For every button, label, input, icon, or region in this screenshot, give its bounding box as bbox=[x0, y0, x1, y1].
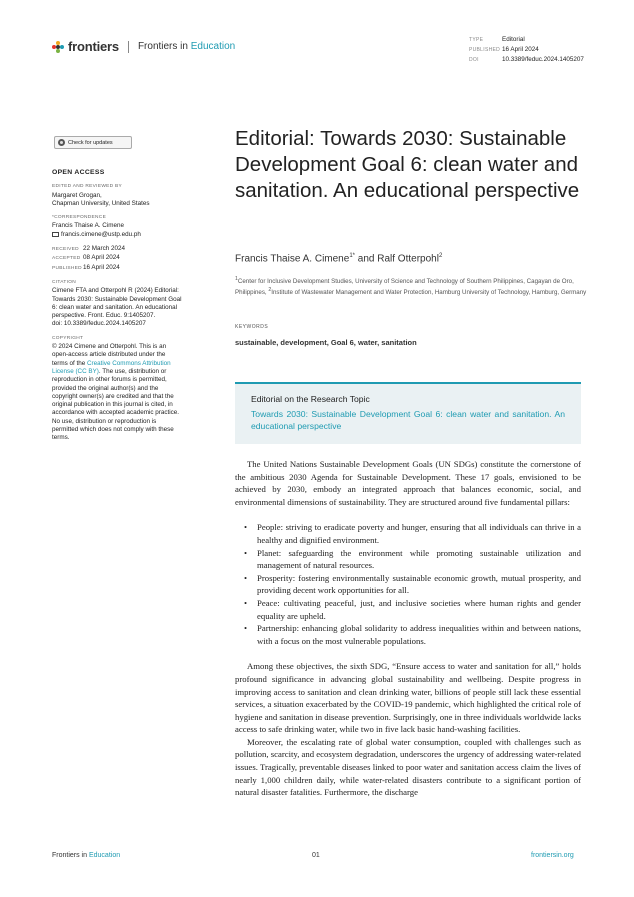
copyright-line: accordance with accepted academic practice. bbox=[52, 409, 180, 417]
list-item: • Peace: cultivating peaceful, just, and inclusive societies where human rights and gender equality are upheld. bbox=[257, 597, 581, 622]
body-paragraph: Among these objectives, the sixth SDG, “Ensure access to water and sanitation for all,” holds profound significance in advancing global sustainability and wellbeing. Despite progress in improving access to sanitation and clean drinking water, billions of people still lack these essential services, a situation exacerbated by the COVID-19 pandemic, which highlighted the critical role of hygiene and sanitation in disease prevention. Surprisingly, one in three individuals worldwide lacks access to safe drinking water, while two in five lack basic hand-washing facilities. bbox=[235, 661, 581, 735]
editor-name: Margaret Grogan, bbox=[52, 191, 102, 199]
license-link-cont[interactable]: License (CC BY) bbox=[52, 367, 99, 375]
correspondence-label: *CORRESPONDENCE bbox=[52, 215, 107, 221]
correspondence-email-row[interactable] bbox=[52, 231, 212, 239]
article-title: Editorial: Towards 2030: Sustainable Development Goal 6: clean water and sanitation. An educational perspective bbox=[235, 127, 580, 202]
sidebar-info bbox=[52, 169, 212, 443]
copyright-line: copyright owner(s) are credited and that the bbox=[52, 392, 174, 400]
page-number: 01 bbox=[312, 852, 320, 859]
meta-type-row: TYPE Editorial bbox=[469, 36, 525, 43]
received-row: RECEIVED 22 March 2024 bbox=[52, 245, 126, 253]
citation-line: doi: 10.3389/feduc.2024.1405207 bbox=[52, 320, 146, 328]
research-topic-box bbox=[235, 382, 581, 444]
copyright-line: provided the original author(s) and the bbox=[52, 384, 159, 392]
frontiers-logo[interactable] bbox=[52, 39, 235, 54]
copyright-line: terms of the Creative Commons Attribution bbox=[52, 359, 171, 367]
journal-prefix: Frontiers in bbox=[137, 41, 188, 52]
list-item: • Partnership: enhancing global solidarity to address inequalities within and between nations, with a focus on the most vulnerable populations. bbox=[257, 622, 581, 647]
meta-published-row: PUBLISHED 16 April 2024 bbox=[469, 46, 539, 53]
published-row: PUBLISHED16 April 2024 bbox=[52, 263, 120, 271]
list-item: • People: striving to eradicate poverty and hunger, ensuring that all individuals can thrive in a healthy and dignified environment. bbox=[257, 521, 581, 546]
affiliations: $^1$Center for Inclusive Development Studies, University of Science and Technology of Southern Philippines, Cagayan de Oro, Philippines, $^2$Institute of Wastewater Management and Water Protection, Hamburg University of Technology, Hamburg, Germany bbox=[235, 276, 587, 297]
editor-affiliation: Chapman University, United States bbox=[52, 199, 150, 207]
copyright-line: open-access article distributed under the bbox=[52, 351, 166, 359]
open-access-label: OPEN ACCESS bbox=[52, 169, 105, 176]
list-item: • Prosperity: fostering environmentally sustainable economic growth, mutual prosperity, and providing decent work opportunities for all. bbox=[257, 572, 581, 597]
citation-label: CITATION bbox=[52, 279, 77, 285]
citation-line: perspective. Front. Educ. 9:1405207. bbox=[52, 312, 156, 320]
copyright-line: License (CC BY). The use, distribution or bbox=[52, 367, 167, 375]
keywords: sustainable, development, Goal 6, water, sanitation bbox=[235, 338, 417, 347]
affiliation-1: Center for Inclusive Development Studies, University of Science and Technology of Southern Philippines, Cagayan de Oro, Philippines, bbox=[235, 278, 574, 297]
author-1[interactable]: Francis Thaise A. Cimene bbox=[235, 253, 350, 265]
frontiers-logo-icon bbox=[52, 41, 64, 53]
copyright-line: permitted which does not comply with these bbox=[52, 426, 174, 434]
body-paragraph: The United Nations Sustainable Development Goals (UN SDGs) constitute the cornerstone of the ambitious 2030 Agenda for Sustainable Development. These 17 goals, envisioned to be achieved by 2030, embody an integrated approach that balances economic, social, and environmental dimensions of sustainability. They are structured around five fundamental pillars: bbox=[235, 459, 581, 507]
logo-divider bbox=[128, 41, 129, 53]
citation-line: 6: clean water and sanitation. An educational bbox=[52, 303, 177, 311]
research-topic-heading: Editorial on the Research Topic bbox=[251, 394, 370, 404]
logo-text: frontiers bbox=[68, 39, 119, 54]
copyright-line: terms. bbox=[52, 434, 70, 442]
copyright-label: COPYRIGHT bbox=[52, 335, 84, 341]
license-link[interactable]: Creative Commons Attribution bbox=[87, 359, 171, 367]
journal-name bbox=[138, 41, 235, 52]
journal-title: Education bbox=[190, 41, 236, 52]
article-meta bbox=[469, 35, 584, 65]
meta-doi-row: DOI 10.3389/feduc.2024.1405207 bbox=[469, 56, 584, 63]
copyright-line: reproduction in other forums is permitted, bbox=[52, 376, 167, 384]
footer-site-link[interactable]: frontiersin.org bbox=[531, 852, 574, 859]
check-for-updates-button[interactable]: Check for updates bbox=[54, 136, 132, 149]
copyright-line: © 2024 Cimene and Otterpohl. This is an bbox=[52, 343, 167, 351]
footer-journal: Frontiers in Education bbox=[52, 852, 121, 859]
author-2[interactable]: Ralf Otterpohl bbox=[377, 253, 439, 265]
copyright-line: No use, distribution or reproduction is bbox=[52, 417, 157, 425]
keywords-label: KEYWORDS bbox=[235, 324, 269, 330]
mail-icon bbox=[52, 232, 59, 237]
updates-icon bbox=[58, 139, 65, 146]
citation-line: Cimene FTA and Otterpohl R (2024) Editorial: bbox=[52, 287, 179, 295]
article-body bbox=[235, 458, 581, 799]
correspondence-email[interactable]: francis.cimene@ustp.edu.ph bbox=[61, 230, 141, 238]
research-topic-link[interactable]: Towards 2030: Sustainable Development Goal 6: clean water and sanitation. An educational perspective bbox=[251, 409, 565, 431]
citation-line: Towards 2030: Sustainable Development Goal bbox=[52, 295, 182, 303]
edited-label: EDITED AND REVIEWED BY bbox=[52, 184, 123, 190]
pillars-list bbox=[235, 521, 581, 647]
affiliation-2: Institute of Wastewater Management and Water Protection, Hamburg University of Technology, Hamburg, Germany bbox=[271, 289, 587, 297]
correspondence-name: Francis Thaise A. Cimene bbox=[52, 222, 124, 230]
accepted-row: ACCEPTED 08 April 2024 bbox=[52, 254, 120, 262]
authors: Francis Thaise A. Cimene$^{1*}$ and Ralf Otterpohl$^2$ bbox=[235, 253, 443, 265]
body-paragraph: Moreover, the escalating rate of global water consumption, coupled with challenges such as pollution, scarcity, and ecosystem degradation, underscores the urgency of addressing water-related issues. Tragically, preventable diseases linked to poor water and sanitation access claim the lives of nearly 1,000 children daily, while water-related disasters contribute to a significant portion of natural disaster fatalities. Furthermore, the discharge bbox=[235, 736, 581, 798]
copyright-line: original publication in this journal is cited, in bbox=[52, 401, 173, 409]
list-item: • Planet: safeguarding the environment while promoting sustainable utilization and management of natural resources. bbox=[257, 547, 581, 572]
